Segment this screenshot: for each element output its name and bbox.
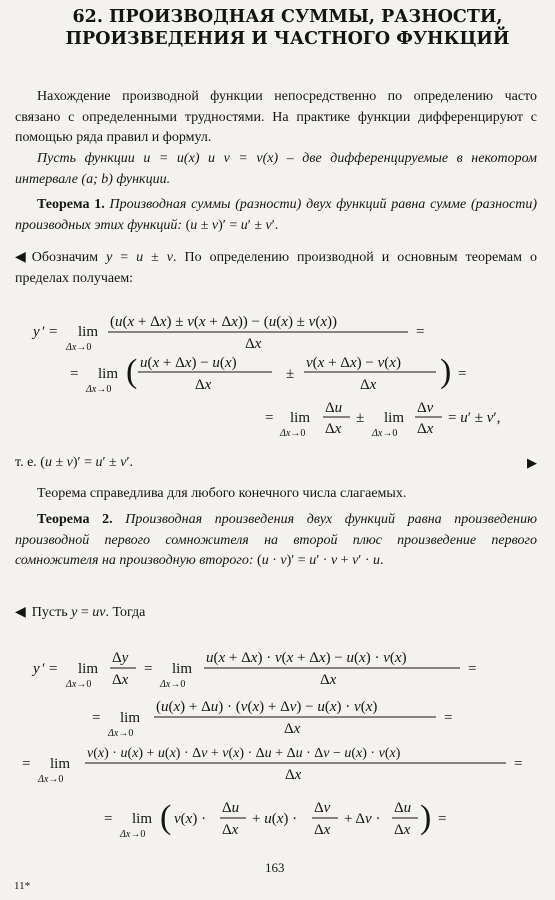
svg-text:Δx: Δx (314, 822, 331, 838)
svg-text:=: = (416, 324, 425, 340)
svg-text:(: ( (160, 799, 172, 836)
svg-text:v(x) ·: v(x) · (174, 811, 207, 827)
theorem-2: Теорема 2. Производная произведения двух функций равна произведению производной первого сомножителя на второй плюс произведение первого сомножителя на производную второго: (u · v)′ = u′ · v + v′ · u. (15, 512, 537, 568)
svg-text:Δx: Δx (360, 377, 377, 393)
formula-sum-derivation (0, 300, 555, 450)
theorem-1: Теорема 1. Производная суммы (разности) двух функций равна сумме (разности) производных этих функций: (u ± v)′ = u′ ± v′. (15, 197, 537, 233)
svg-text:Δx→0: Δx→0 (86, 384, 112, 395)
svg-text:Δx→0: Δx→0 (372, 428, 398, 439)
svg-text:): ) (440, 353, 452, 390)
svg-text:Δx: Δx (112, 672, 129, 688)
svg-text:lim: lim (78, 661, 99, 677)
svg-text:±: ± (286, 366, 295, 382)
svg-text:Δx: Δx (394, 822, 411, 838)
svg-text:v(x + Δx) − v(x): v(x + Δx) − v(x) (306, 355, 401, 371)
svg-text:=: = (22, 756, 31, 772)
section-title-line-2: ПРОИЗВЕДЕНИЯ И ЧАСТНОГО ФУНКЦИЙ (65, 29, 510, 49)
assumption-paragraph: Пусть функции u = u(x) и v = v(x) – две дифференцируемые в некотором интервале (a; b) функции. (15, 151, 537, 187)
svg-text:±: ± (356, 410, 365, 426)
proof-2-intro: ◀ Пусть y = uv. Тогда (15, 603, 537, 624)
svg-text:lim: lim (132, 811, 153, 827)
section-title-line-1: 62. ПРОИЗВОДНАЯ СУММЫ, РАЗНОСТИ, (72, 7, 503, 27)
svg-text:=: = (514, 756, 523, 772)
svg-text:Δx: Δx (417, 421, 434, 437)
svg-text:Δx: Δx (195, 377, 212, 393)
svg-text:lim: lim (290, 410, 311, 426)
svg-text:lim: lim (98, 366, 119, 382)
svg-text:Δx: Δx (325, 421, 342, 437)
svg-text:′ =: ′ = (42, 324, 58, 340)
svg-text:Δx→0: Δx→0 (280, 428, 306, 439)
theorem-1-label: Теорема 1. (37, 197, 105, 212)
svg-text:=: = (144, 661, 153, 677)
svg-text:y: y (33, 324, 40, 340)
formula-product-derivation (0, 635, 555, 855)
svg-text:Δx→0: Δx→0 (38, 774, 64, 785)
proof-2-start-icon: ◀ (15, 605, 26, 620)
svg-text:u(x + Δx) · v(x + Δx) − u(x) ·: u(x + Δx) · v(x + Δx) − u(x) · v(x) (206, 650, 407, 666)
page-number: 163 (265, 860, 285, 875)
svg-text:Δx→0: Δx→0 (108, 728, 134, 739)
svg-text:Δu: Δu (325, 400, 343, 416)
proof-1-intro: ◀ Обозначим y = u ± v. По определению производной и основным теоремам о пределах получаем: (15, 250, 537, 286)
svg-text:Δu: Δu (394, 800, 412, 816)
svg-text:Δx→0: Δx→0 (120, 829, 146, 840)
svg-text:(u(x + Δx) ± v(x + Δx)) − (u(x: (u(x + Δx) ± v(x + Δx)) − (u(x) ± v(x)) (110, 314, 338, 330)
svg-text:Δx: Δx (285, 767, 302, 783)
svg-text:Δx→0: Δx→0 (66, 679, 92, 690)
remark-paragraph (15, 484, 537, 505)
svg-text:=: = (444, 710, 453, 726)
svg-text:=: = (70, 366, 79, 382)
svg-text:Δx: Δx (320, 672, 337, 688)
svg-text:=: = (92, 710, 101, 726)
svg-text:′ =: ′ = (42, 661, 58, 677)
proof-end-icon: ▶ (527, 456, 537, 471)
svg-text:lim: lim (78, 324, 99, 340)
signature-mark: 11* (14, 880, 31, 892)
svg-text:= u′ ± v′,: = u′ ± v′, (448, 410, 501, 426)
svg-text:Δx: Δx (222, 822, 239, 838)
svg-text:lim: lim (384, 410, 405, 426)
svg-text:+ Δv ·: + Δv · (344, 811, 381, 827)
svg-text:(: ( (126, 353, 138, 390)
svg-text:lim: lim (172, 661, 193, 677)
svg-text:(u(x) + Δu) · (v(x) + Δv) − u(: (u(x) + Δu) · (v(x) + Δv) − u(x) · v(x) (156, 699, 378, 715)
svg-text:Δx: Δx (284, 721, 301, 737)
proof-1-conclusion: т. е. (u ± v)′ = u′ ± v′. (15, 455, 134, 470)
proof-start-icon: ◀ (15, 250, 26, 265)
theorem-2-label: Теорема 2. (37, 512, 113, 527)
section-title (40, 6, 535, 50)
svg-text:=: = (265, 410, 274, 426)
svg-text:): ) (420, 799, 432, 836)
svg-text:Δu: Δu (222, 800, 240, 816)
svg-text:lim: lim (120, 710, 141, 726)
svg-text:Δx→0: Δx→0 (66, 342, 92, 353)
remark-text: Теорема справедлива для любого конечного числа слагаемых. (37, 486, 407, 501)
svg-text:v(x) · u(x) + u(x) · Δv + v(x): v(x) · u(x) + u(x) · Δv + v(x) · Δu + Δu · Δv − u(x) · v(x) (87, 746, 401, 761)
svg-text:Δv: Δv (417, 400, 434, 416)
svg-text:lim: lim (50, 756, 71, 772)
intro-paragraph: Нахождение производной функции непосредственно по определению часто связано с определенными трудностями. На практике функции дифференцируют с помощью ряда правил и формул. (15, 89, 537, 145)
svg-text:u(x + Δx) − u(x): u(x + Δx) − u(x) (140, 355, 237, 371)
svg-text:=: = (438, 811, 447, 827)
svg-text:Δx: Δx (245, 336, 262, 352)
svg-text:+ u(x) ·: + u(x) · (252, 811, 298, 827)
svg-text:=: = (458, 366, 467, 382)
svg-text:Δv: Δv (314, 800, 331, 816)
svg-text:Δy: Δy (112, 650, 129, 666)
svg-text:y: y (33, 661, 40, 677)
svg-text:=: = (104, 811, 113, 827)
svg-text:=: = (468, 661, 477, 677)
svg-text:Δx→0: Δx→0 (160, 679, 186, 690)
